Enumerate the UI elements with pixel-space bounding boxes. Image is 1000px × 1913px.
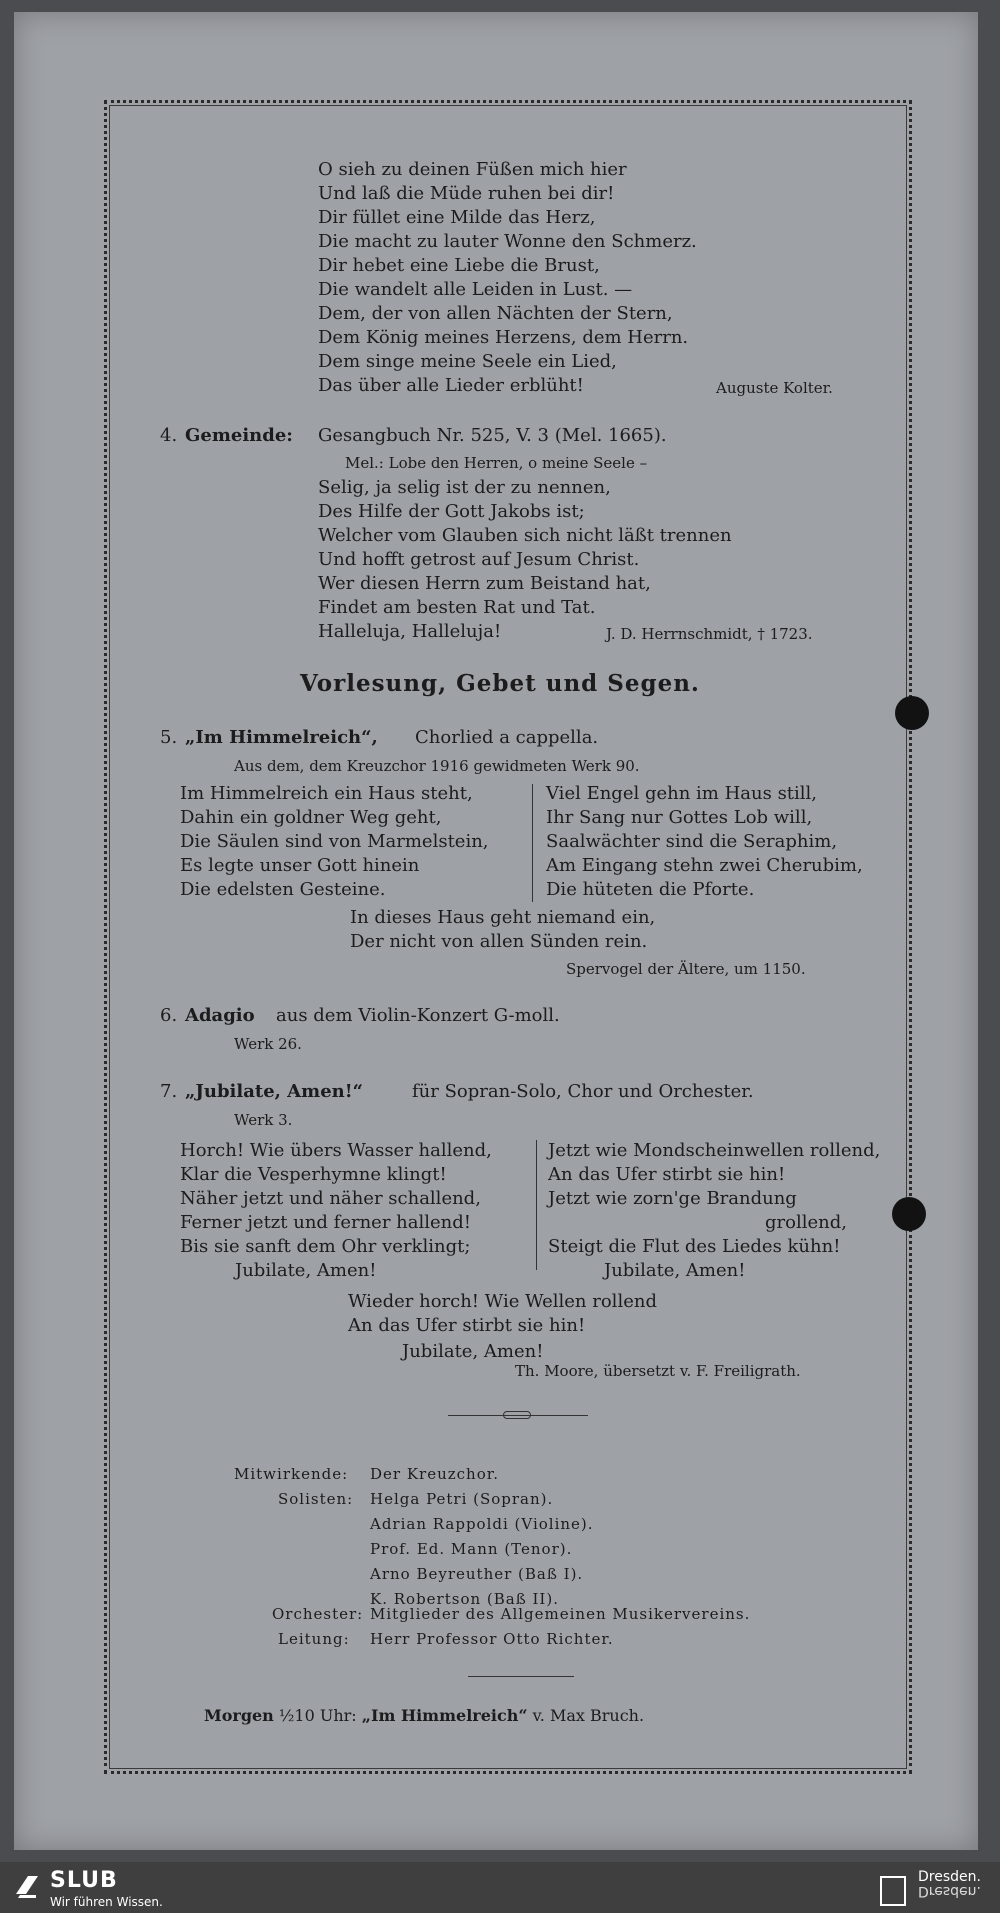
verse-closing-line: Jubilate, Amen!: [402, 1341, 544, 1362]
verse-left-line: Die Säulen sind von Marmelstein,: [180, 831, 489, 852]
verse-left-line: Dahin ein goldner Weg geht,: [180, 807, 442, 828]
soloist: Prof. Ed. Mann (Tenor).: [370, 1540, 573, 1558]
verse-closing-line: Wieder horch! Wie Wellen rollend: [348, 1291, 657, 1312]
credit-label: Orchester:: [272, 1605, 364, 1623]
hymn-line: Halleluja, Halleluja!: [318, 621, 502, 642]
item-title-rest: für Sopran-Solo, Chor und Orchester.: [412, 1081, 754, 1102]
verse-right-line: Jetzt wie Mondscheinwellen rollend,: [548, 1140, 881, 1161]
announcement-title: „Im Himmelreich“: [361, 1706, 528, 1725]
punch-hole-bottom: [892, 1197, 926, 1231]
poem-1-line: Die macht zu lauter Wonne den Schmerz.: [318, 231, 697, 252]
item-number: 5.: [160, 727, 178, 748]
poem-1-line: Das über alle Lieder erblüht!: [318, 375, 584, 396]
hymn-line: Selig, ja selig ist der zu nennen,: [318, 477, 611, 498]
verse-right-line: Steigt die Flut des Liedes kühn!: [548, 1236, 841, 1257]
item-label: Gemeinde:: [185, 425, 293, 446]
credit-label: Mitwirkende:: [234, 1465, 349, 1483]
poem-1-line: O sieh zu deinen Füßen mich hier: [318, 159, 627, 180]
partner-logo-text: Dresden.: [918, 1869, 981, 1885]
item-title-rest: aus dem Violin-Konzert G-moll.: [276, 1005, 560, 1026]
verse-left-line: Klar die Vesperhymne klingt!: [180, 1164, 447, 1185]
soloist: Helga Petri (Sopran).: [370, 1490, 554, 1508]
credit-value: Der Kreuzchor.: [370, 1465, 500, 1483]
viewer-footer: [0, 1862, 1000, 1913]
soloist: Arno Beyreuther (Baß I).: [370, 1565, 584, 1583]
poem-1-line: Die wandelt alle Leiden in Lust. —: [318, 279, 633, 300]
item-subtitle: Aus dem, dem Kreuzchor 1916 gewidmeten Werk 90.: [234, 757, 640, 775]
item-title: Gesangbuch Nr. 525, V. 3 (Mel. 1665).: [318, 425, 667, 446]
item-title-bold: „Jubilate, Amen!“: [185, 1081, 363, 1102]
soloist: Adrian Rappoldi (Violine).: [370, 1515, 594, 1533]
verse-left-line: Näher jetzt und näher schallend,: [180, 1188, 481, 1209]
item-number: 6.: [160, 1005, 178, 1026]
credit-value: Herr Professor Otto Richter.: [370, 1630, 614, 1648]
hymn-line: Und hofft getrost auf Jesum Christ.: [318, 549, 640, 570]
verse-right-line: Jetzt wie zorn'ge Brandung: [548, 1188, 797, 1209]
column-divider: [532, 784, 533, 902]
announcement-time: ½10 Uhr:: [278, 1706, 357, 1725]
slub-tagline: Wir führen Wissen.: [50, 1895, 163, 1909]
verse-right-line: Jubilate, Amen!: [604, 1260, 746, 1281]
hymn-author: J. D. Herrnschmidt, † 1723.: [606, 625, 813, 643]
poem-1-line: Dem singe meine Seele ein Lied,: [318, 351, 617, 372]
credit-label: Leitung:: [278, 1630, 350, 1648]
verse-left-line: Ferner jetzt und ferner hallend!: [180, 1212, 471, 1233]
item-number: 4.: [160, 425, 178, 446]
section-heading: Vorlesung, Gebet und Segen.: [300, 670, 700, 697]
poem-1-line: Dem König meines Herzens, dem Herrn.: [318, 327, 689, 348]
slub-brand: SLUB: [50, 1868, 118, 1893]
announcement-prefix: Morgen: [204, 1706, 274, 1725]
verse-left-line: Bis sie sanft dem Ohr verklingt;: [180, 1236, 471, 1257]
announcement: [204, 1704, 644, 1728]
credit-value: Mitglieder des Allgemeinen Musikervereins.: [370, 1605, 751, 1623]
verse-left-line: Es legte unser Gott hinein: [180, 855, 420, 876]
hymn-line: Wer diesen Herrn zum Beistand hat,: [318, 573, 651, 594]
verse-right-line: Die hüteten die Pforte.: [546, 879, 755, 900]
item-subtitle: Werk 3.: [234, 1111, 293, 1129]
verse-right-line: Saalwächter sind die Seraphim,: [546, 831, 838, 852]
ornament-center: [503, 1411, 531, 1419]
item-title-bold: Adagio: [185, 1005, 255, 1026]
dresden-crest-icon: [880, 1876, 906, 1906]
verse-closing-line: An das Ufer stirbt sie hin!: [348, 1315, 586, 1336]
hymn-line: Des Hilfe der Gott Jakobs ist;: [318, 501, 585, 522]
slub-logo-icon: [14, 1874, 40, 1900]
verse-left-line: Die edelsten Gesteine.: [180, 879, 386, 900]
verse-left-line: Horch! Wie übers Wasser hallend,: [180, 1140, 492, 1161]
poem-1-line: Und laß die Müde ruhen bei dir!: [318, 183, 615, 204]
poem-1-author: Auguste Kolter.: [716, 379, 833, 397]
verse-right-line: Ihr Sang nur Gottes Lob will,: [546, 807, 813, 828]
poem-1-line: Dir hebet eine Liebe die Brust,: [318, 255, 600, 276]
verse-closing-line: Der nicht von allen Sünden rein.: [350, 931, 648, 952]
item-subtitle: Werk 26.: [234, 1035, 302, 1053]
verse-right-line: An das Ufer stirbt sie hin!: [548, 1164, 786, 1185]
verse-right-line: Viel Engel gehn im Haus still,: [546, 783, 818, 804]
verse-author: Th. Moore, übersetzt v. F. Freiligrath.: [515, 1362, 801, 1380]
verse-left-line: Jubilate, Amen!: [235, 1260, 377, 1281]
separator-line: [468, 1676, 574, 1677]
verse-right-line: Am Eingang stehn zwei Cherubim,: [546, 855, 863, 876]
item-number: 7.: [160, 1081, 178, 1102]
credit-label: Solisten:: [278, 1490, 354, 1508]
verse-right-line: grollend,: [765, 1212, 847, 1233]
poem-1-line: Dir füllet eine Milde das Herz,: [318, 207, 596, 228]
item-title-rest: Chorlied a cappella.: [415, 727, 599, 748]
verse-author: Spervogel der Ältere, um 1150.: [566, 960, 806, 978]
announcement-suffix: v. Max Bruch.: [532, 1706, 645, 1725]
partner-logo-reflection: Dresden.: [918, 1883, 981, 1899]
hymn-line: Welcher vom Glauben sich nicht läßt trennen: [318, 525, 732, 546]
hymn-line: Findet am besten Rat und Tat.: [318, 597, 596, 618]
verse-closing-line: In dieses Haus geht niemand ein,: [350, 907, 656, 928]
column-divider: [536, 1140, 537, 1270]
punch-hole-top: [895, 696, 929, 730]
melody-note: Mel.: Lobe den Herren, o meine Seele –: [345, 454, 648, 472]
soloist: K. Robertson (Baß II).: [370, 1590, 559, 1608]
item-title-bold: „Im Himmelreich“,: [185, 727, 378, 748]
poem-1-line: Dem, der von allen Nächten der Stern,: [318, 303, 673, 324]
verse-left-line: Im Himmelreich ein Haus steht,: [180, 783, 473, 804]
